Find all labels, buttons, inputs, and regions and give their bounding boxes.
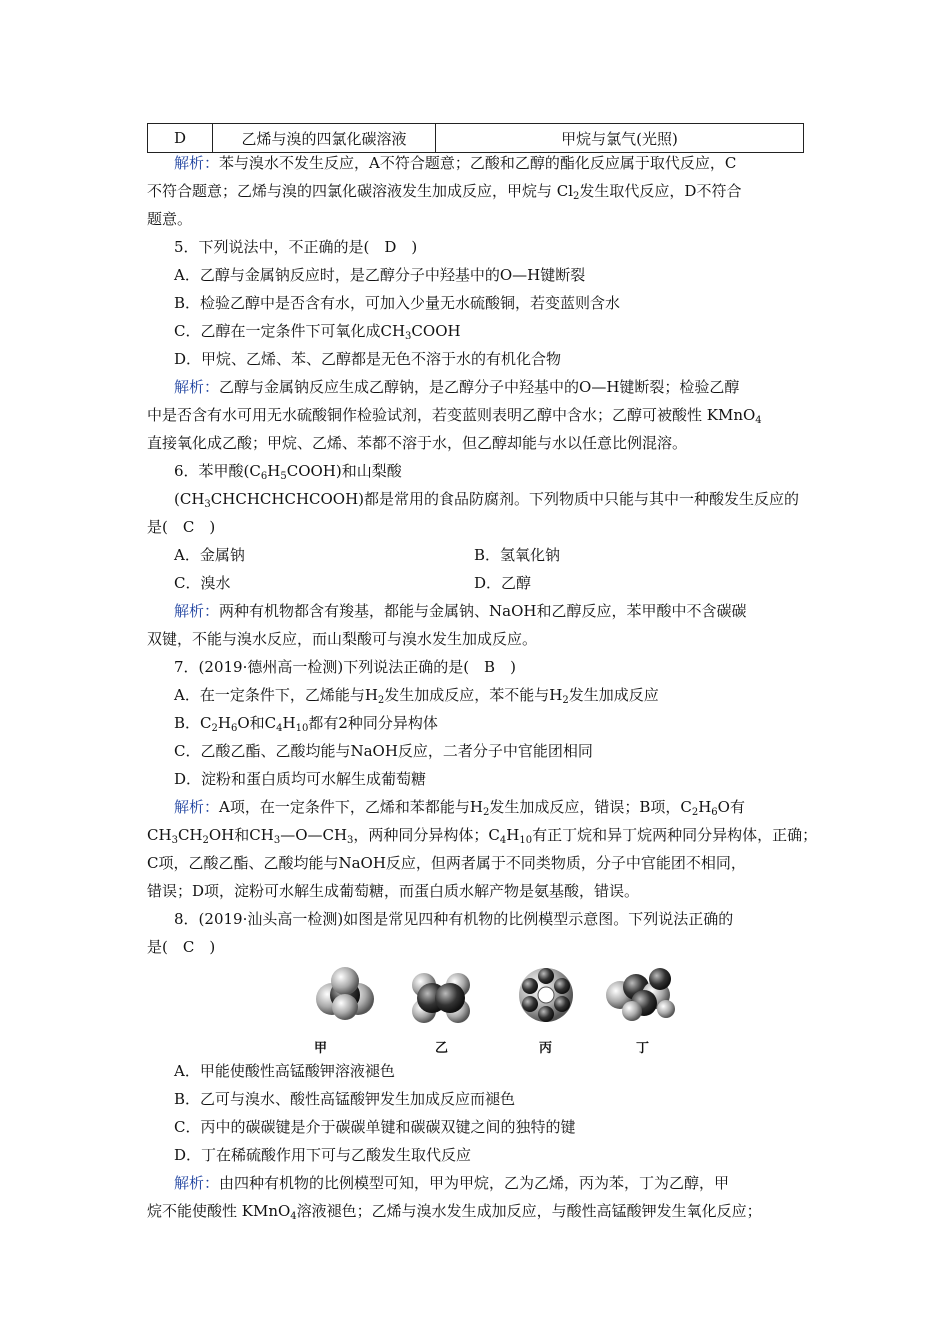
q8-stem-line-2: 是( C ) xyxy=(147,938,216,956)
model-label-jia: 甲 xyxy=(314,1041,328,1056)
q7-analysis-line-1: 解析：A项，在一定条件下，乙烯和苯都能与$H_2$发生加成反应，错误；B项，$C_2H_6O$有 xyxy=(174,798,745,818)
table-row xyxy=(148,124,804,153)
molecule-models-figure xyxy=(300,965,680,1055)
q5-analysis-line-2: 中是否含有水可用无水硫酸铜作检验试剂，若变蓝则表明乙醇中含水；乙醇可被酸性 KMnO$_4$ xyxy=(147,406,762,426)
q7-option-c: C．乙酸乙酯、乙酸均能与NaOH反应，二者分子中官能团相同 xyxy=(174,742,593,760)
q7-stem: 7．(2019·德州高一检测)下列说法正确的是( B ) xyxy=(174,658,516,676)
analysis-label: 解析： xyxy=(174,798,220,816)
table-cell-reaction-2: 甲烷与氯气(光照) xyxy=(436,124,804,153)
q7-analysis-line-4: 错误；D项，淀粉可水解生成葡萄糖，而蛋白质水解产物是氨基酸，错误。 xyxy=(147,882,640,900)
model-label-yi: 乙 xyxy=(435,1041,449,1056)
q5-stem: 5．下列说法中，不正确的是( D ) xyxy=(174,238,418,256)
q8-option-d: D．丁在稀硫酸作用下可与乙酸发生取代反应 xyxy=(174,1146,472,1164)
q8-analysis-line-2: 烷不能使酸性 KMnO$_4$溶液褪色；乙烯与溴水发生成加反应，与酸性高锰酸钾发生氧化反应； xyxy=(147,1202,762,1222)
model-label-ding: 丁 xyxy=(636,1041,650,1056)
q7-option-a: A．在一定条件下，乙烯能与$H_2$发生加成反应，苯不能与$H_2$发生加成反应 xyxy=(174,686,659,706)
q6-stem-line-1: 6．苯甲酸$(C_6H_5COOH)$和山梨酸 xyxy=(174,462,402,482)
q4-analysis-line-1: 解析：苯与溴水不发生反应，A不符合题意；乙酸和乙醇的酯化反应属于取代反应，C xyxy=(174,154,737,172)
q6-option-b: B．氢氧化钠 xyxy=(474,546,561,564)
table-cell-option: D xyxy=(148,124,213,153)
answer-table xyxy=(147,123,804,153)
ethanol-model xyxy=(606,968,675,1021)
q8-option-a: A．甲能使酸性高锰酸钾溶液褪色 xyxy=(174,1062,395,1080)
q8-option-c: C．丙中的碳碳键是介于碳碳单键和碳碳双键之间的独特的键 xyxy=(174,1118,576,1136)
q4-analysis-line-3: 题意。 xyxy=(147,210,193,228)
q7-analysis-line-2: $CH_3CH_2OH$和$CH_3—O—CH_3$，两种同分异构体；$C_4H_{10}$有正丁烷和异丁烷两种同分异构体，正确； xyxy=(147,826,818,846)
benzene-model xyxy=(519,968,573,1022)
q6-analysis-line-1: 解析：两种有机物都含有羧基，都能与金属钠、NaOH和乙醇反应，苯甲酸中不含碳碳 xyxy=(174,602,747,620)
q6-option-a: A．金属钠 xyxy=(174,546,245,564)
analysis-label: 解析： xyxy=(174,378,220,396)
q4-analysis-line-2: 不符合题意；乙烯与溴的四氯化碳溶液发生加成反应，甲烷与 $Cl_2$发生取代反应，D不符合 xyxy=(147,182,742,202)
q8-analysis-line-1: 解析：由四种有机物的比例模型可知，甲为甲烷，乙为乙烯，丙为苯，丁为乙醇，甲 xyxy=(174,1174,730,1192)
q7-analysis-line-3: C项，乙酸乙酯、乙酸均能与NaOH反应，但两者属于不同类物质，分子中官能团不相同， xyxy=(147,854,746,872)
table-cell-reaction-1: 乙烯与溴的四氯化碳溶液 xyxy=(213,124,436,153)
q6-option-c: C．溴水 xyxy=(174,574,231,592)
q7-option-b: B．$C_2H_6O$和$C_4H_{10}$都有2种同分异构体 xyxy=(174,714,438,734)
q5-option-c: C．乙醇在一定条件下可氧化成$CH_3COOH$ xyxy=(174,322,461,342)
q7-option-d: D．淀粉和蛋白质均可水解生成葡萄糖 xyxy=(174,770,427,788)
analysis-label: 解析： xyxy=(174,154,220,172)
ethylene-model xyxy=(412,973,470,1023)
q5-option-d: D．甲烷、乙烯、苯、乙醇都是无色不溶于水的有机化合物 xyxy=(174,350,562,368)
ball-models-svg xyxy=(300,965,680,1025)
analysis-label: 解析： xyxy=(174,1174,220,1192)
q5-option-a: A．乙醇与金属钠反应时，是乙醇分子中羟基中的O—H键断裂 xyxy=(174,266,586,284)
methane-model xyxy=(316,967,374,1020)
analysis-label: 解析： xyxy=(174,602,220,620)
q6-option-d: D．乙醇 xyxy=(474,574,532,592)
model-label-bing: 丙 xyxy=(539,1041,553,1056)
q5-option-b: B．检验乙醇中是否含有水，可加入少量无水硫酸铜，若变蓝则含水 xyxy=(174,294,621,312)
q5-analysis-line-1: 解析：乙醇与金属钠反应生成乙醇钠，是乙醇分子中羟基中的O—H键断裂；检验乙醇 xyxy=(174,378,740,396)
q5-analysis-line-3: 直接氧化成乙酸；甲烷、乙烯、苯都不溶于水，但乙醇却能与水以任意比例混溶。 xyxy=(147,434,688,452)
q8-option-b: B．乙可与溴水、酸性高锰酸钾发生加成反应而褪色 xyxy=(174,1090,516,1108)
q6-stem-line-3: 是( C ) xyxy=(147,518,216,536)
q8-stem-line-1: 8．(2019·汕头高一检测)如图是常见四种有机物的比例模型示意图。下列说法正确的 xyxy=(174,910,734,928)
q6-stem-line-2: $(CH_3CHCHCHCHCOOH)$都是常用的食品防腐剂。下列物质中只能与其中一种酸发生反应的 xyxy=(174,490,800,510)
q6-analysis-line-2: 双键，不能与溴水反应，而山梨酸可与溴水发生加成反应。 xyxy=(147,630,538,648)
